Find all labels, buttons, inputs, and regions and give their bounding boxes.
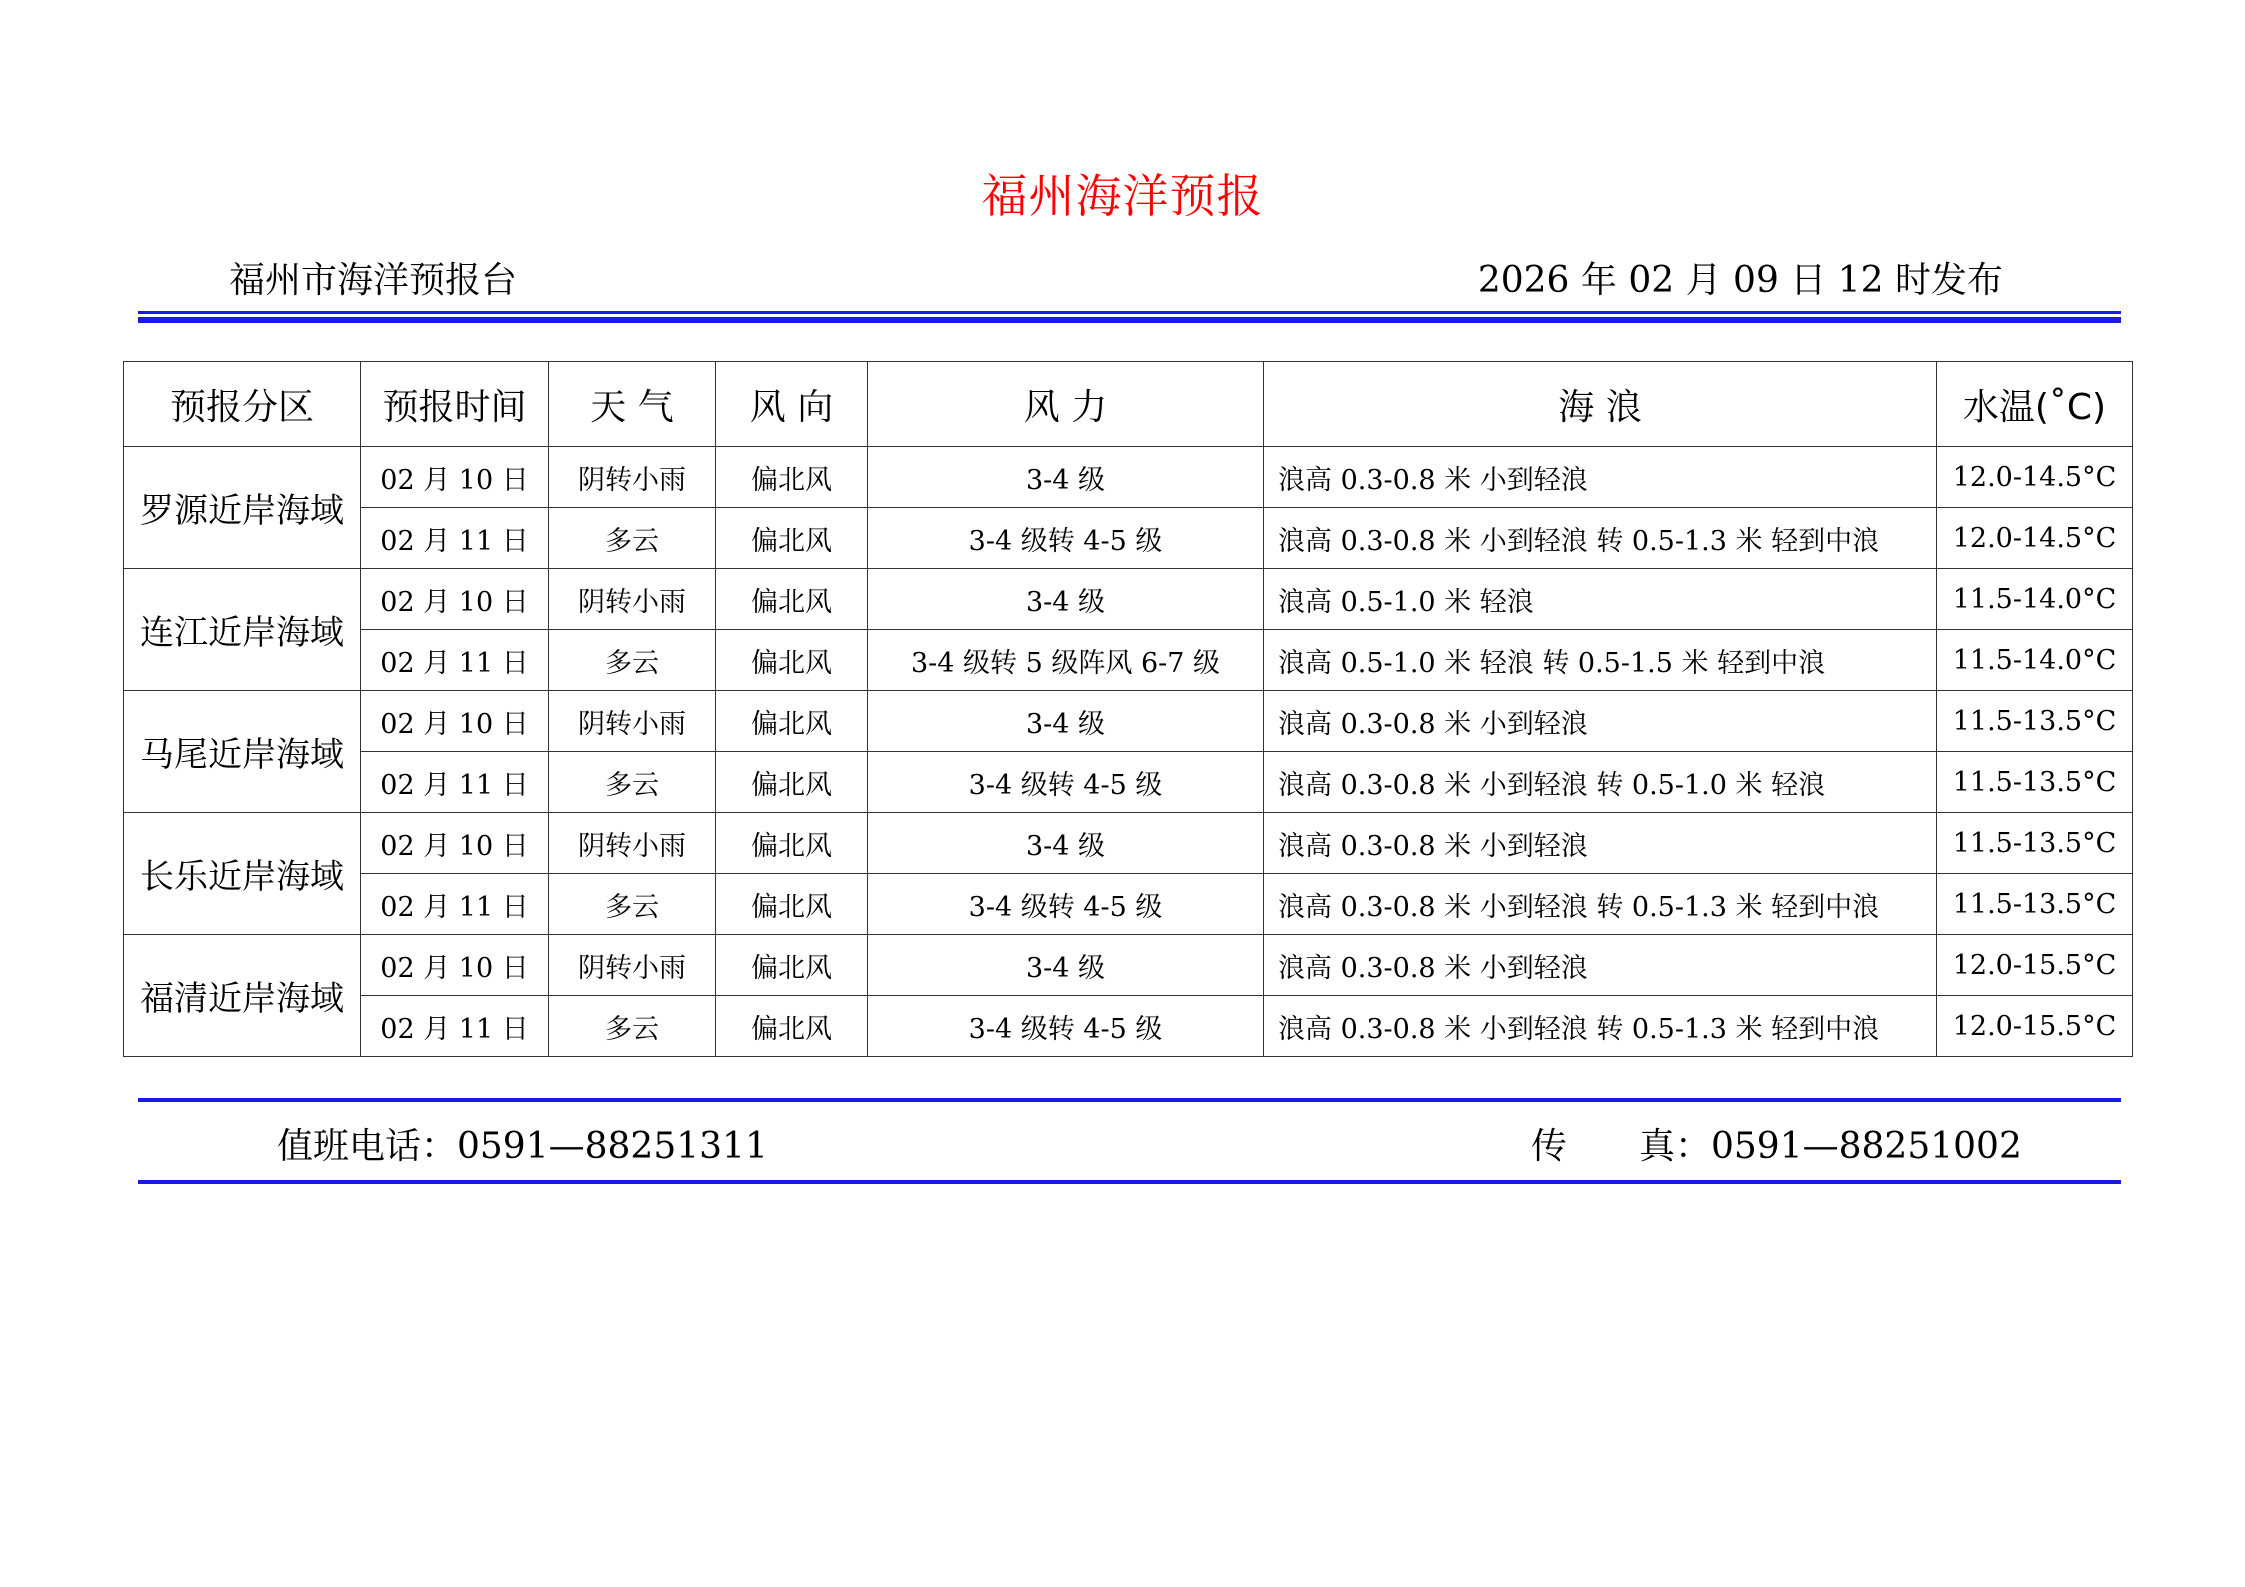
wind-direction-cell: 偏北风 — [716, 935, 868, 996]
wave-cell: 浪高 0.3-0.8 米 小到轻浪 转 0.5-1.0 米 轻浪 — [1264, 752, 1937, 813]
water-temp-cell: 11.5-14.0°C — [1937, 569, 2133, 630]
weather-cell: 阴转小雨 — [549, 691, 716, 752]
weather-cell: 阴转小雨 — [549, 935, 716, 996]
weather-cell: 多云 — [549, 630, 716, 691]
table-row — [124, 630, 2133, 691]
page-title: 福州海洋预报 — [981, 169, 1264, 223]
forecast-time-cell: 02 月 10 日 — [361, 447, 549, 508]
wave-cell: 浪高 0.3-0.8 米 小到轻浪 — [1264, 447, 1937, 508]
wave-cell: 浪高 0.5-1.0 米 轻浪 — [1264, 569, 1937, 630]
wind-force-cell: 3-4 级转 4-5 级 — [868, 508, 1264, 569]
wind-force-cell: 3-4 级转 5 级阵风 6-7 级 — [868, 630, 1264, 691]
footer-divider-top — [138, 1098, 2121, 1102]
wave-cell: 浪高 0.3-0.8 米 小到轻浪 转 0.5-1.3 米 轻到中浪 — [1264, 508, 1937, 569]
wind-force-cell: 3-4 级 — [868, 569, 1264, 630]
wind-force-cell: 3-4 级转 4-5 级 — [868, 752, 1264, 813]
forecast-time-cell: 02 月 11 日 — [361, 630, 549, 691]
forecast-time-cell: 02 月 11 日 — [361, 996, 549, 1057]
water-temp-cell: 11.5-14.0°C — [1937, 630, 2133, 691]
weather-cell: 多云 — [549, 874, 716, 935]
forecast-time-cell: 02 月 10 日 — [361, 935, 549, 996]
header-divider — [138, 311, 2121, 323]
table-row — [124, 691, 2133, 752]
region-name-cell: 长乐近岸海域 — [124, 813, 361, 935]
weather-cell: 阴转小雨 — [549, 813, 716, 874]
wind-direction-cell: 偏北风 — [716, 691, 868, 752]
wave-cell: 浪高 0.3-0.8 米 小到轻浪 — [1264, 935, 1937, 996]
wind-direction-cell: 偏北风 — [716, 874, 868, 935]
wind-direction-cell: 偏北风 — [716, 630, 868, 691]
table-row — [124, 813, 2133, 874]
region-name-cell: 连江近岸海域 — [124, 569, 361, 691]
region-name-cell: 福清近岸海域 — [124, 935, 361, 1057]
forecast-time-cell: 02 月 10 日 — [361, 813, 549, 874]
water-temp-cell: 11.5-13.5°C — [1937, 691, 2133, 752]
wind-force-cell: 3-4 级 — [868, 813, 1264, 874]
wind-force-cell: 3-4 级 — [868, 447, 1264, 508]
weather-cell: 阴转小雨 — [549, 569, 716, 630]
region-name-cell: 马尾近岸海域 — [124, 691, 361, 813]
header-wave: 海 浪 — [1264, 362, 1937, 447]
header-weather: 天 气 — [549, 362, 716, 447]
water-temp-cell: 12.0-15.5°C — [1937, 935, 2133, 996]
wave-cell: 浪高 0.5-1.0 米 轻浪 转 0.5-1.5 米 轻到中浪 — [1264, 630, 1937, 691]
header-region: 预报分区 — [124, 362, 361, 447]
forecast-time-cell: 02 月 11 日 — [361, 874, 549, 935]
forecast-time-cell: 02 月 11 日 — [361, 508, 549, 569]
weather-cell: 多云 — [549, 996, 716, 1057]
water-temp-cell: 12.0-14.5°C — [1937, 447, 2133, 508]
weather-cell: 阴转小雨 — [549, 447, 716, 508]
water-temp-cell: 12.0-14.5°C — [1937, 508, 2133, 569]
wind-direction-cell: 偏北风 — [716, 447, 868, 508]
weather-cell: 多云 — [549, 508, 716, 569]
region-name-cell: 罗源近岸海域 — [124, 447, 361, 569]
issuer-org: 福州市海洋预报台 — [229, 260, 518, 301]
table-row — [124, 996, 2133, 1057]
table-row — [124, 447, 2133, 508]
wind-force-cell: 3-4 级转 4-5 级 — [868, 874, 1264, 935]
wind-direction-cell: 偏北风 — [716, 569, 868, 630]
table-row — [124, 752, 2133, 813]
wave-cell: 浪高 0.3-0.8 米 小到轻浪 转 0.5-1.3 米 轻到中浪 — [1264, 874, 1937, 935]
water-temp-cell: 11.5-13.5°C — [1937, 752, 2133, 813]
table-row — [124, 935, 2133, 996]
header-time: 预报时间 — [361, 362, 549, 447]
wind-force-cell: 3-4 级 — [868, 935, 1264, 996]
forecast-table — [123, 361, 2133, 1057]
footer-divider-bottom — [138, 1180, 2121, 1184]
water-temp-cell: 11.5-13.5°C — [1937, 813, 2133, 874]
header-wind-force: 风 力 — [868, 362, 1264, 447]
duty-phone: 值班电话：0591—88251311 — [277, 1126, 768, 1167]
wind-direction-cell: 偏北风 — [716, 996, 868, 1057]
forecast-time-cell: 02 月 11 日 — [361, 752, 549, 813]
water-temp-cell: 11.5-13.5°C — [1937, 874, 2133, 935]
forecast-time-cell: 02 月 10 日 — [361, 691, 549, 752]
weather-cell: 多云 — [549, 752, 716, 813]
header-wind-direction: 风 向 — [716, 362, 868, 447]
forecast-body — [124, 447, 2133, 1057]
header-water-temp: 水温(˚C) — [1937, 362, 2133, 447]
wave-cell: 浪高 0.3-0.8 米 小到轻浪 — [1264, 691, 1937, 752]
table-header-row — [124, 362, 2133, 447]
water-temp-cell: 12.0-15.5°C — [1937, 996, 2133, 1057]
wave-cell: 浪高 0.3-0.8 米 小到轻浪 转 0.5-1.3 米 轻到中浪 — [1264, 996, 1937, 1057]
wind-force-cell: 3-4 级转 4-5 级 — [868, 996, 1264, 1057]
fax-number: 传 真：0591—88251002 — [1531, 1126, 2022, 1167]
forecast-time-cell: 02 月 10 日 — [361, 569, 549, 630]
table-row — [124, 508, 2133, 569]
wind-direction-cell: 偏北风 — [716, 752, 868, 813]
wave-cell: 浪高 0.3-0.8 米 小到轻浪 — [1264, 813, 1937, 874]
table-row — [124, 569, 2133, 630]
wind-force-cell: 3-4 级 — [868, 691, 1264, 752]
wind-direction-cell: 偏北风 — [716, 813, 868, 874]
wind-direction-cell: 偏北风 — [716, 508, 868, 569]
issue-time: 2026 年 02 月 09 日 12 时发布 — [1477, 260, 2003, 301]
table-row — [124, 874, 2133, 935]
